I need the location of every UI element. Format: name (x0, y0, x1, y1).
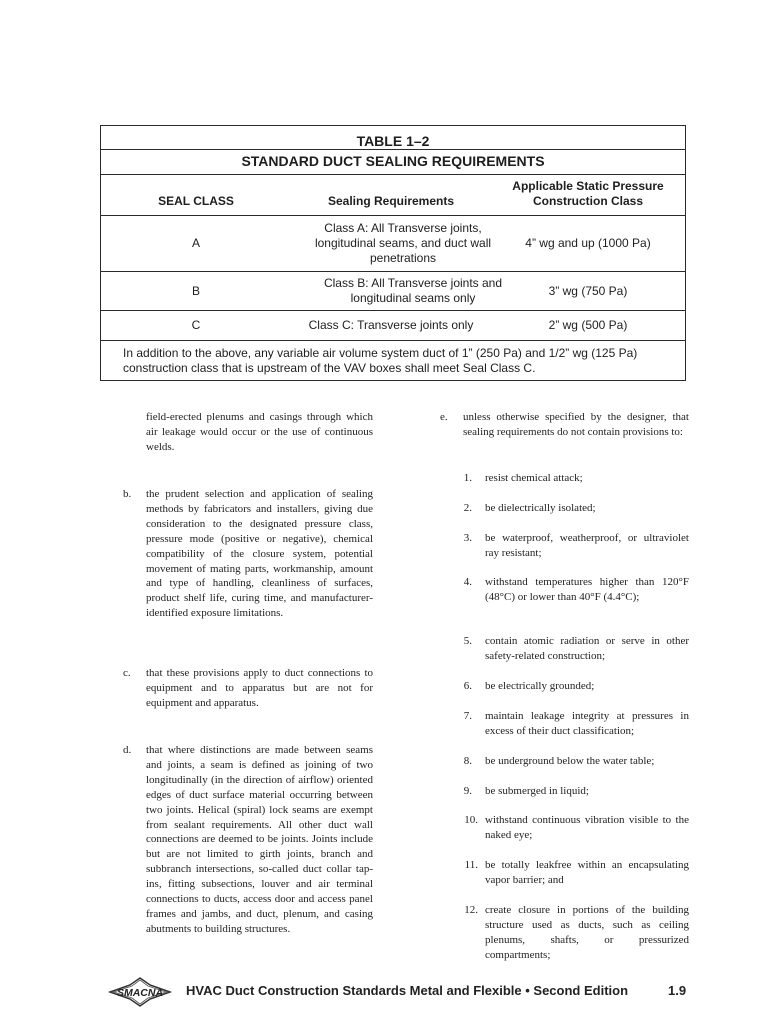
sublist-item: be waterproof, weatherproof, or ultraviolet ray resistant; (485, 532, 689, 559)
sublist-item: withstand temperatures higher than 120°F (48°C) or lower than 40°F (4.4°C); (485, 576, 689, 603)
requirements-cell: Class C: Transverse joints only (308, 318, 474, 332)
page-number: 1.9 (668, 983, 687, 998)
continuation-paragraph: field-erected plenums and casings through which air leakage would occur or the use of continuous welds. (146, 411, 373, 453)
list-item-b: the prudent selection and application of sealing methods by fabricators and installers, giving due consideration to the designated pressure class, pressure mode (positive or negative), chemical compatibility of the closure system, potential movement of mating parts, workmanship, amount and type of handling, cleanliness of surfaces, product shelf life, curing time, and manufacturer-identified exposure limitations. (146, 488, 373, 620)
seal-class-cell: A (191, 236, 200, 250)
table-row (101, 272, 685, 311)
sublist-item: contain atomic radiation or serve in other safety-related construction; (485, 635, 689, 662)
table-title: STANDARD DUCT SEALING REQUIREMENTS (101, 150, 685, 175)
logo-text: SMACNA (116, 987, 164, 999)
list-marker-e: e. (440, 411, 448, 423)
list-marker-b: b. (123, 488, 132, 500)
list-marker-d: d. (123, 744, 132, 756)
list-item-d: that where distinctions are made between seams and joints, a seam is defined as joining of two longitudinally (in the direction of airflow) oriented edges of duct surface material occurring between two joints. Helical (spiral) lock seams are exempt from sealant requirements. All other duct wall connections are deemed to be joints. Joints include but are not limited to girth joints, branch and subbranch intersections, so-called duct collar tap-ins, fitting subsections, louver and air terminal connections to ducts, access door and access panel frames and jambs, and duct, plenum, and casing abutments to building structures. (146, 744, 373, 935)
sublist-number: 3. (463, 532, 472, 544)
sublist-item: withstand continuous vibration visible to the naked eye; (485, 814, 689, 841)
requirements-cell: Class B: All Transverse joints and longitudinal seams only (323, 276, 503, 305)
sublist-number: 10. (464, 814, 478, 826)
seal-class-cell: B (191, 283, 200, 298)
seal-class-cell: C (191, 318, 201, 332)
sublist-item: maintain leakage integrity at pressures in excess of their duct classification; (485, 710, 689, 737)
sublist-item: be electrically grounded; (485, 680, 595, 692)
table-header-row (101, 175, 685, 216)
sublist-item: be submerged in liquid; (485, 785, 589, 797)
duct-sealing-table (100, 125, 686, 381)
table-row (101, 311, 685, 341)
smacna-logo (106, 977, 174, 1007)
list-marker-c: c. (123, 667, 131, 679)
list-item-e: unless otherwise specified by the designer, that sealing requirements do not contain provisions to: (463, 411, 689, 438)
pressure-cell: 2” wg (500 Pa) (548, 318, 628, 332)
list-item-c: that these provisions apply to duct connections to equipment and to apparatus but are not for equipment and apparatus. (146, 667, 373, 709)
pressure-cell: 3” wg (750 Pa) (548, 283, 628, 298)
header-seal-class: SEAL CLASS (158, 194, 234, 208)
sublist-number: 7. (463, 710, 472, 722)
pressure-cell: 4” wg and up (1000 Pa) (525, 236, 651, 250)
requirements-cell: Class A: All Transverse joints, longitudinal seams, and duct wall penetrations (314, 221, 492, 265)
sublist-number: 9. (463, 785, 472, 797)
sublist-item: create closure in portions of the building structure used as ducts, such as ceiling plenums, shafts, or pressurized compartments; (485, 904, 689, 961)
sublist-number: 11. (464, 859, 478, 871)
sublist-item: be dielectrically isolated; (485, 502, 596, 514)
smacna-logo-icon (106, 977, 174, 1007)
sublist-number: 12. (464, 904, 478, 916)
sublist-item: resist chemical attack; (485, 472, 583, 484)
table-note: In addition to the above, any variable air volume system duct of 1” (250 Pa) and 1/2” wg (125 Pa) construction class that is upstream of the VAV boxes shall meet Seal Class C. (123, 346, 638, 375)
sublist-item: be underground below the water table; (485, 755, 655, 767)
sublist-number: 8. (463, 755, 472, 767)
sublist-number: 2. (463, 502, 472, 514)
footer-title: HVAC Duct Construction Standards Metal and Flexible • Second Edition (186, 983, 629, 998)
sublist-number: 6. (463, 680, 472, 692)
header-sealing-requirements: Sealing Requirements (327, 194, 455, 208)
sublist-number: 5. (463, 635, 472, 647)
sublist-number: 4. (463, 576, 472, 588)
sublist-number: 1. (463, 472, 472, 484)
header-pressure-class: Applicable Static Pressure Construction Class (512, 179, 664, 208)
sublist-item: be totally leakfree within an encapsulating vapor barrier; and (485, 859, 689, 886)
table-number: TABLE 1–2 (101, 126, 685, 150)
table-row (101, 216, 685, 272)
